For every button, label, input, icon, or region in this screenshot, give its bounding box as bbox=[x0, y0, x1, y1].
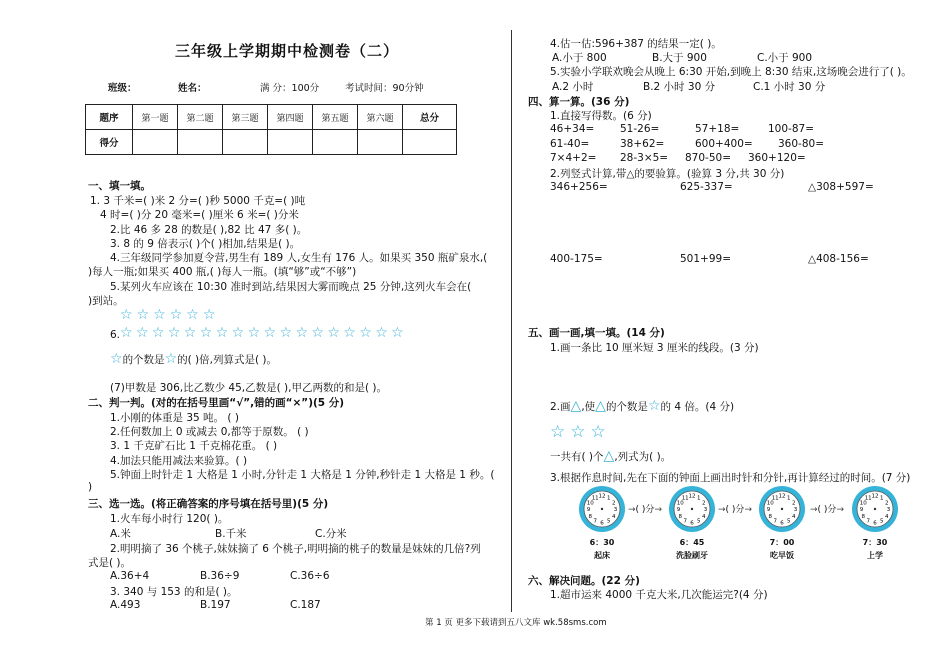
judge-5b: ) bbox=[88, 481, 93, 493]
star-row-small bbox=[120, 308, 219, 322]
draw-2 bbox=[550, 398, 734, 414]
star-row-large: ☆☆☆☆☆☆☆☆☆☆☆☆☆☆☆☆☆☆ bbox=[120, 325, 408, 341]
judge-2: 2.任何数加上 0 或减去 0,都等于原数。 ( ) bbox=[110, 426, 309, 438]
choice-5-option-c: C.1 小时 30 分 bbox=[753, 81, 826, 93]
star-icon: ☆ bbox=[153, 307, 170, 323]
clock-numeral: 8 bbox=[588, 513, 593, 520]
vertical-calc-item: 501+99= bbox=[680, 253, 731, 265]
score-cell[interactable] bbox=[358, 130, 403, 155]
clock-numeral: 9 bbox=[859, 507, 864, 513]
question-3: 3. 8 的 9 倍表示( )个( )相加,结果是( )。 bbox=[110, 238, 301, 250]
star-icon: ☆ bbox=[120, 307, 137, 323]
clock-numeral: 6 bbox=[873, 520, 877, 527]
star-icon: ☆ bbox=[136, 307, 154, 323]
clock-time: 7：00 bbox=[769, 538, 795, 547]
star-icon: ☆ bbox=[647, 398, 661, 414]
mental-math-item: 360+120= bbox=[748, 152, 806, 164]
clock-numeral: 5 bbox=[607, 518, 611, 525]
choice-3-option-c: C.187 bbox=[290, 599, 321, 611]
choice-4-option-b: B.大于 900 bbox=[652, 52, 707, 64]
question-6-text bbox=[110, 352, 277, 367]
choice-2-option-a: A.36+4 bbox=[110, 570, 150, 582]
question-6-number: 6. bbox=[110, 329, 121, 341]
clock-numeral: 7 bbox=[866, 518, 871, 525]
clock-numeral: 8 bbox=[861, 513, 866, 520]
clock-numeral: 10 bbox=[766, 500, 774, 507]
question-1a: 1. 3 千米=( )米 2 分=( )秒 5000 千克=( )吨 bbox=[90, 195, 306, 207]
clock-numeral: 12 bbox=[688, 493, 696, 500]
clock-numeral: 5 bbox=[880, 518, 884, 525]
draw-1: 1.画一条比 10 厘米短 3 厘米的线段。(3 分) bbox=[550, 342, 759, 354]
column-divider bbox=[511, 30, 512, 612]
mental-math-item: 46+34= bbox=[550, 123, 595, 135]
clock-icon bbox=[667, 484, 717, 534]
score-cell[interactable] bbox=[268, 130, 313, 155]
mental-math-item: 870-50= bbox=[685, 152, 731, 164]
clock-numeral: 3 bbox=[613, 507, 618, 513]
interval-blank[interactable]: ( )分 bbox=[725, 505, 745, 515]
choice-5: 5.实验小学联欢晚会从晚上 6:30 开始,到晚上 8:30 结束,这场晚会进行了( )。 bbox=[550, 66, 912, 78]
page-footer: 第 1 页 更多下载请到五八文库 wk.58sms.com bbox=[425, 618, 607, 628]
name-label: 姓名： bbox=[178, 83, 207, 94]
page-title: 三年级上学期期中检测卷（二） bbox=[175, 42, 400, 60]
clock-numeral: 4 bbox=[884, 513, 889, 520]
score-header-cell: 第一题 bbox=[133, 105, 178, 130]
clock-numeral: 11 bbox=[864, 495, 872, 502]
score-cell[interactable] bbox=[133, 130, 178, 155]
choice-3-option-b: B.197 bbox=[200, 599, 231, 611]
clock-activity: 上学 bbox=[867, 551, 883, 560]
choice-5-option-a: A.2 小时 bbox=[552, 81, 594, 93]
clock-numeral: 2 bbox=[701, 500, 706, 507]
clock-numeral: 5 bbox=[787, 518, 791, 525]
draw-2-text-a: 2.画 bbox=[550, 401, 571, 413]
clock-numeral: 10 bbox=[859, 500, 867, 507]
clock-face[interactable] bbox=[757, 484, 807, 534]
clock-numeral: 1 bbox=[880, 495, 884, 502]
score-header-cell: 第三题 bbox=[223, 105, 268, 130]
question-7: (7)甲数是 306,比乙数少 45,乙数是( ),甲乙两数的和是( )。 bbox=[110, 382, 388, 394]
clock-numeral: 2 bbox=[611, 500, 616, 507]
clock-numeral: 3 bbox=[703, 507, 708, 513]
clock-numeral: 7 bbox=[683, 518, 688, 525]
arrow-icon: → bbox=[654, 505, 662, 515]
mental-math-title: 1.直接写得数。(6 分) bbox=[550, 110, 652, 122]
arrow-icon: → bbox=[810, 505, 818, 515]
clock-face[interactable] bbox=[850, 484, 900, 534]
question-5a: 5.某列火车应该在 10:30 准时到站,结果因大雾而晚点 25 分钟,这列火车会在( bbox=[110, 281, 472, 293]
section-6-title: 六、解决问题。(22 分) bbox=[528, 575, 640, 587]
clock-numeral: 9 bbox=[586, 507, 591, 513]
clock-numeral: 12 bbox=[778, 493, 786, 500]
choice-2a: 2.明明摘了 36 个桃子,妹妹摘了 6 个桃子,明明摘的桃子的数量是妹妹的几倍?列 bbox=[110, 543, 481, 555]
score-header-cell: 第五题 bbox=[313, 105, 358, 130]
triangle-icon: △ bbox=[570, 398, 582, 414]
clock-numeral: 10 bbox=[586, 500, 594, 507]
judge-5a: 5.钟面上时针走 1 大格是 1 小时,分针走 1 大格是 1 分钟,秒针走 1 大格是 1 秒。( bbox=[110, 469, 495, 481]
choice-2-option-c: C.36÷6 bbox=[290, 570, 330, 582]
score-header-cell: 第二题 bbox=[178, 105, 223, 130]
star-icon: ☆ bbox=[169, 307, 187, 323]
choice-3: 3. 340 与 153 的和是( )。 bbox=[110, 586, 238, 598]
section-5-title: 五、画一画,填一填。(14 分) bbox=[528, 327, 665, 339]
score-cell[interactable] bbox=[403, 130, 457, 155]
clock-time: 6：45 bbox=[679, 538, 705, 547]
clock-numeral: 1 bbox=[607, 495, 611, 502]
clock-numeral: 6 bbox=[780, 520, 784, 527]
clock-numeral: 6 bbox=[690, 520, 694, 527]
interval-arrow bbox=[718, 502, 752, 515]
choice-2-option-b: B.36÷9 bbox=[200, 570, 240, 582]
mental-math-item: 38+62= bbox=[620, 138, 665, 150]
clock-numeral: 6 bbox=[600, 520, 604, 527]
vertical-calc-item: △308+597= bbox=[808, 181, 874, 193]
interval-blank[interactable]: ( )分 bbox=[817, 505, 837, 515]
clock-face[interactable] bbox=[667, 484, 717, 534]
arrow-icon: → bbox=[744, 505, 752, 515]
question-1b: 4 时=( )分 20 毫米=( )厘米 6 米=( )分米 bbox=[100, 209, 299, 221]
section-1-title: 一、填一填。 bbox=[88, 180, 151, 192]
score-cell[interactable] bbox=[178, 130, 223, 155]
judge-1: 1.小刚的体重是 35 吨。 ( ) bbox=[110, 412, 239, 424]
clock-time: 7：30 bbox=[862, 538, 888, 547]
clock-numeral: 3 bbox=[793, 507, 798, 513]
full-marks: 满 分：100分 bbox=[260, 83, 320, 94]
clock-numeral: 8 bbox=[678, 513, 683, 520]
star-group: ☆☆☆ bbox=[550, 422, 611, 442]
clock-icon bbox=[850, 484, 900, 534]
score-header-cell: 总分 bbox=[403, 105, 457, 130]
vertical-calc-item: △408-156= bbox=[808, 253, 869, 265]
clock-numeral: 5 bbox=[697, 518, 701, 525]
clock-numeral: 3 bbox=[886, 507, 891, 513]
triangle-icon: △ bbox=[603, 448, 615, 464]
interval-blank[interactable]: ( )分 bbox=[635, 505, 655, 515]
mental-math-item: 57+18= bbox=[695, 123, 740, 135]
score-row-label: 得分 bbox=[86, 130, 133, 155]
clock-numeral: 2 bbox=[791, 500, 796, 507]
arrow-icon: → bbox=[718, 505, 726, 515]
choice-1-option-b: B.千米 bbox=[215, 528, 247, 540]
choice-4-option-c: C.小于 900 bbox=[757, 52, 813, 64]
clock-numeral: 4 bbox=[791, 513, 796, 520]
arrow-icon: → bbox=[836, 505, 844, 515]
choice-5-option-b: B.2 小时 30 分 bbox=[643, 81, 716, 93]
section-2-title: 二、判一判。(对的在括号里画“√”,错的画“×”)(5 分) bbox=[88, 397, 345, 409]
question-4b: )每人一瓶;如果买 400 瓶,( )每人一瓶。(填“够”或“不够”) bbox=[88, 266, 357, 278]
mental-math-item: 100-87= bbox=[768, 123, 814, 135]
judge-3: 3. 1 千克矿石比 1 千克棉花重。 ( ) bbox=[110, 440, 278, 452]
question-6-label-2: 的( )倍,列算式是( )。 bbox=[177, 354, 278, 366]
star-icon: ☆ bbox=[164, 351, 178, 367]
clock-face[interactable] bbox=[577, 484, 627, 534]
clock-numeral: 9 bbox=[766, 507, 771, 513]
clock-activity: 吃早饭 bbox=[770, 551, 794, 560]
mental-math-item: 61-40= bbox=[550, 138, 590, 150]
clock-numeral: 4 bbox=[611, 513, 616, 520]
star-icon: ☆ bbox=[202, 307, 220, 323]
draw-2-text-d: 的 4 倍。(4 分) bbox=[660, 401, 735, 413]
draw-2-text-b: ,使 bbox=[581, 401, 596, 413]
question-6-label: 的个数是 bbox=[122, 354, 165, 366]
arrow-icon: → bbox=[628, 505, 636, 515]
clock-numeral: 9 bbox=[676, 507, 681, 513]
section-4-title: 四、算一算。(36 分) bbox=[528, 96, 630, 108]
star-icon: ☆ bbox=[110, 351, 123, 367]
score-cell[interactable] bbox=[223, 130, 268, 155]
class-label: 班级： bbox=[108, 83, 137, 94]
clock-numeral: 2 bbox=[884, 500, 889, 507]
choice-1-option-c: C.分米 bbox=[315, 528, 347, 540]
mental-math-item: 28-3×5= bbox=[620, 152, 669, 164]
clock-activity: 洗脸刷牙 bbox=[676, 551, 708, 560]
section-3-title: 三、选一选。(将正确答案的序号填在括号里)(5 分) bbox=[88, 498, 329, 510]
interval-arrow bbox=[628, 502, 662, 515]
clock-numeral: 12 bbox=[598, 493, 606, 500]
score-header-cell: 第六题 bbox=[358, 105, 403, 130]
choice-1-option-a: A.米 bbox=[110, 528, 131, 540]
mental-math-item: 51-26= bbox=[620, 123, 660, 135]
interval-arrow bbox=[810, 502, 844, 515]
vertical-calc-title: 2.列竖式计算,带△的要验算。(验算 3 分,共 30 分) bbox=[550, 168, 785, 180]
clock-icon bbox=[757, 484, 807, 534]
score-header-cell: 第四题 bbox=[268, 105, 313, 130]
clock-time: 6：30 bbox=[589, 538, 615, 547]
clock-numeral: 7 bbox=[773, 518, 778, 525]
clock-numeral: 10 bbox=[676, 500, 684, 507]
judge-4: 4.加法只能用减法来验算。( ) bbox=[110, 455, 248, 467]
choice-2b: 式是( )。 bbox=[88, 557, 132, 569]
choice-1: 1.火车每小时行 120( )。 bbox=[110, 513, 229, 525]
score-table bbox=[85, 104, 457, 155]
draw-2-answer bbox=[550, 448, 671, 464]
draw-2-text-f: ,列式为( )。 bbox=[614, 451, 672, 463]
clock-numeral: 8 bbox=[768, 513, 773, 520]
clock-icon bbox=[577, 484, 627, 534]
choice-3-option-a: A.493 bbox=[110, 599, 141, 611]
vertical-calc-item: 625-337= bbox=[680, 181, 733, 193]
choice-4-option-a: A.小于 800 bbox=[552, 52, 607, 64]
clock-numeral: 12 bbox=[871, 493, 879, 500]
vertical-calc-item: 400-175= bbox=[550, 253, 603, 265]
mental-math-item: 7×4+2= bbox=[550, 152, 597, 164]
question-5b: )到站。 bbox=[88, 295, 124, 307]
draw-3: 3.根据作息时间,先在下面的钟面上画出时针和分针,再计算经过的时间。(7 分) bbox=[550, 472, 911, 484]
clock-numeral: 4 bbox=[701, 513, 706, 520]
vertical-calc-item: 346+256= bbox=[550, 181, 608, 193]
question-4a: 4.三年级同学参加夏令营,男生有 189 人,女生有 176 人。如果买 350 瓶矿泉水,( bbox=[110, 252, 488, 264]
mental-math-item: 600+400= bbox=[695, 138, 753, 150]
score-header-cell: 题序 bbox=[86, 105, 133, 130]
star-icon: ☆ bbox=[186, 307, 203, 323]
mental-math-item: 360-80= bbox=[778, 138, 824, 150]
triangle-icon: △ bbox=[595, 398, 606, 414]
exam-time: 考试时间：90分钟 bbox=[345, 83, 424, 94]
draw-2-text-e: 一共有( )个 bbox=[550, 451, 604, 463]
question-2: 2.比 46 多 28 的数是( ),82 比 47 多( )。 bbox=[110, 224, 308, 236]
clock-numeral: 11 bbox=[591, 495, 599, 502]
clock-numeral: 7 bbox=[593, 518, 598, 525]
clock-numeral: 1 bbox=[697, 495, 701, 502]
clock-numeral: 1 bbox=[787, 495, 791, 502]
clock-numeral: 11 bbox=[771, 495, 779, 502]
choice-4: 4.估一估:596+387 的结果一定( )。 bbox=[550, 38, 722, 50]
clock-numeral: 11 bbox=[681, 495, 689, 502]
draw-2-text-c: 的个数是 bbox=[605, 401, 648, 413]
clock-activity: 起床 bbox=[594, 551, 610, 560]
problem-1: 1.超市运来 4000 千克大米,几次能运完?(4 分) bbox=[550, 589, 768, 601]
score-cell[interactable] bbox=[313, 130, 358, 155]
